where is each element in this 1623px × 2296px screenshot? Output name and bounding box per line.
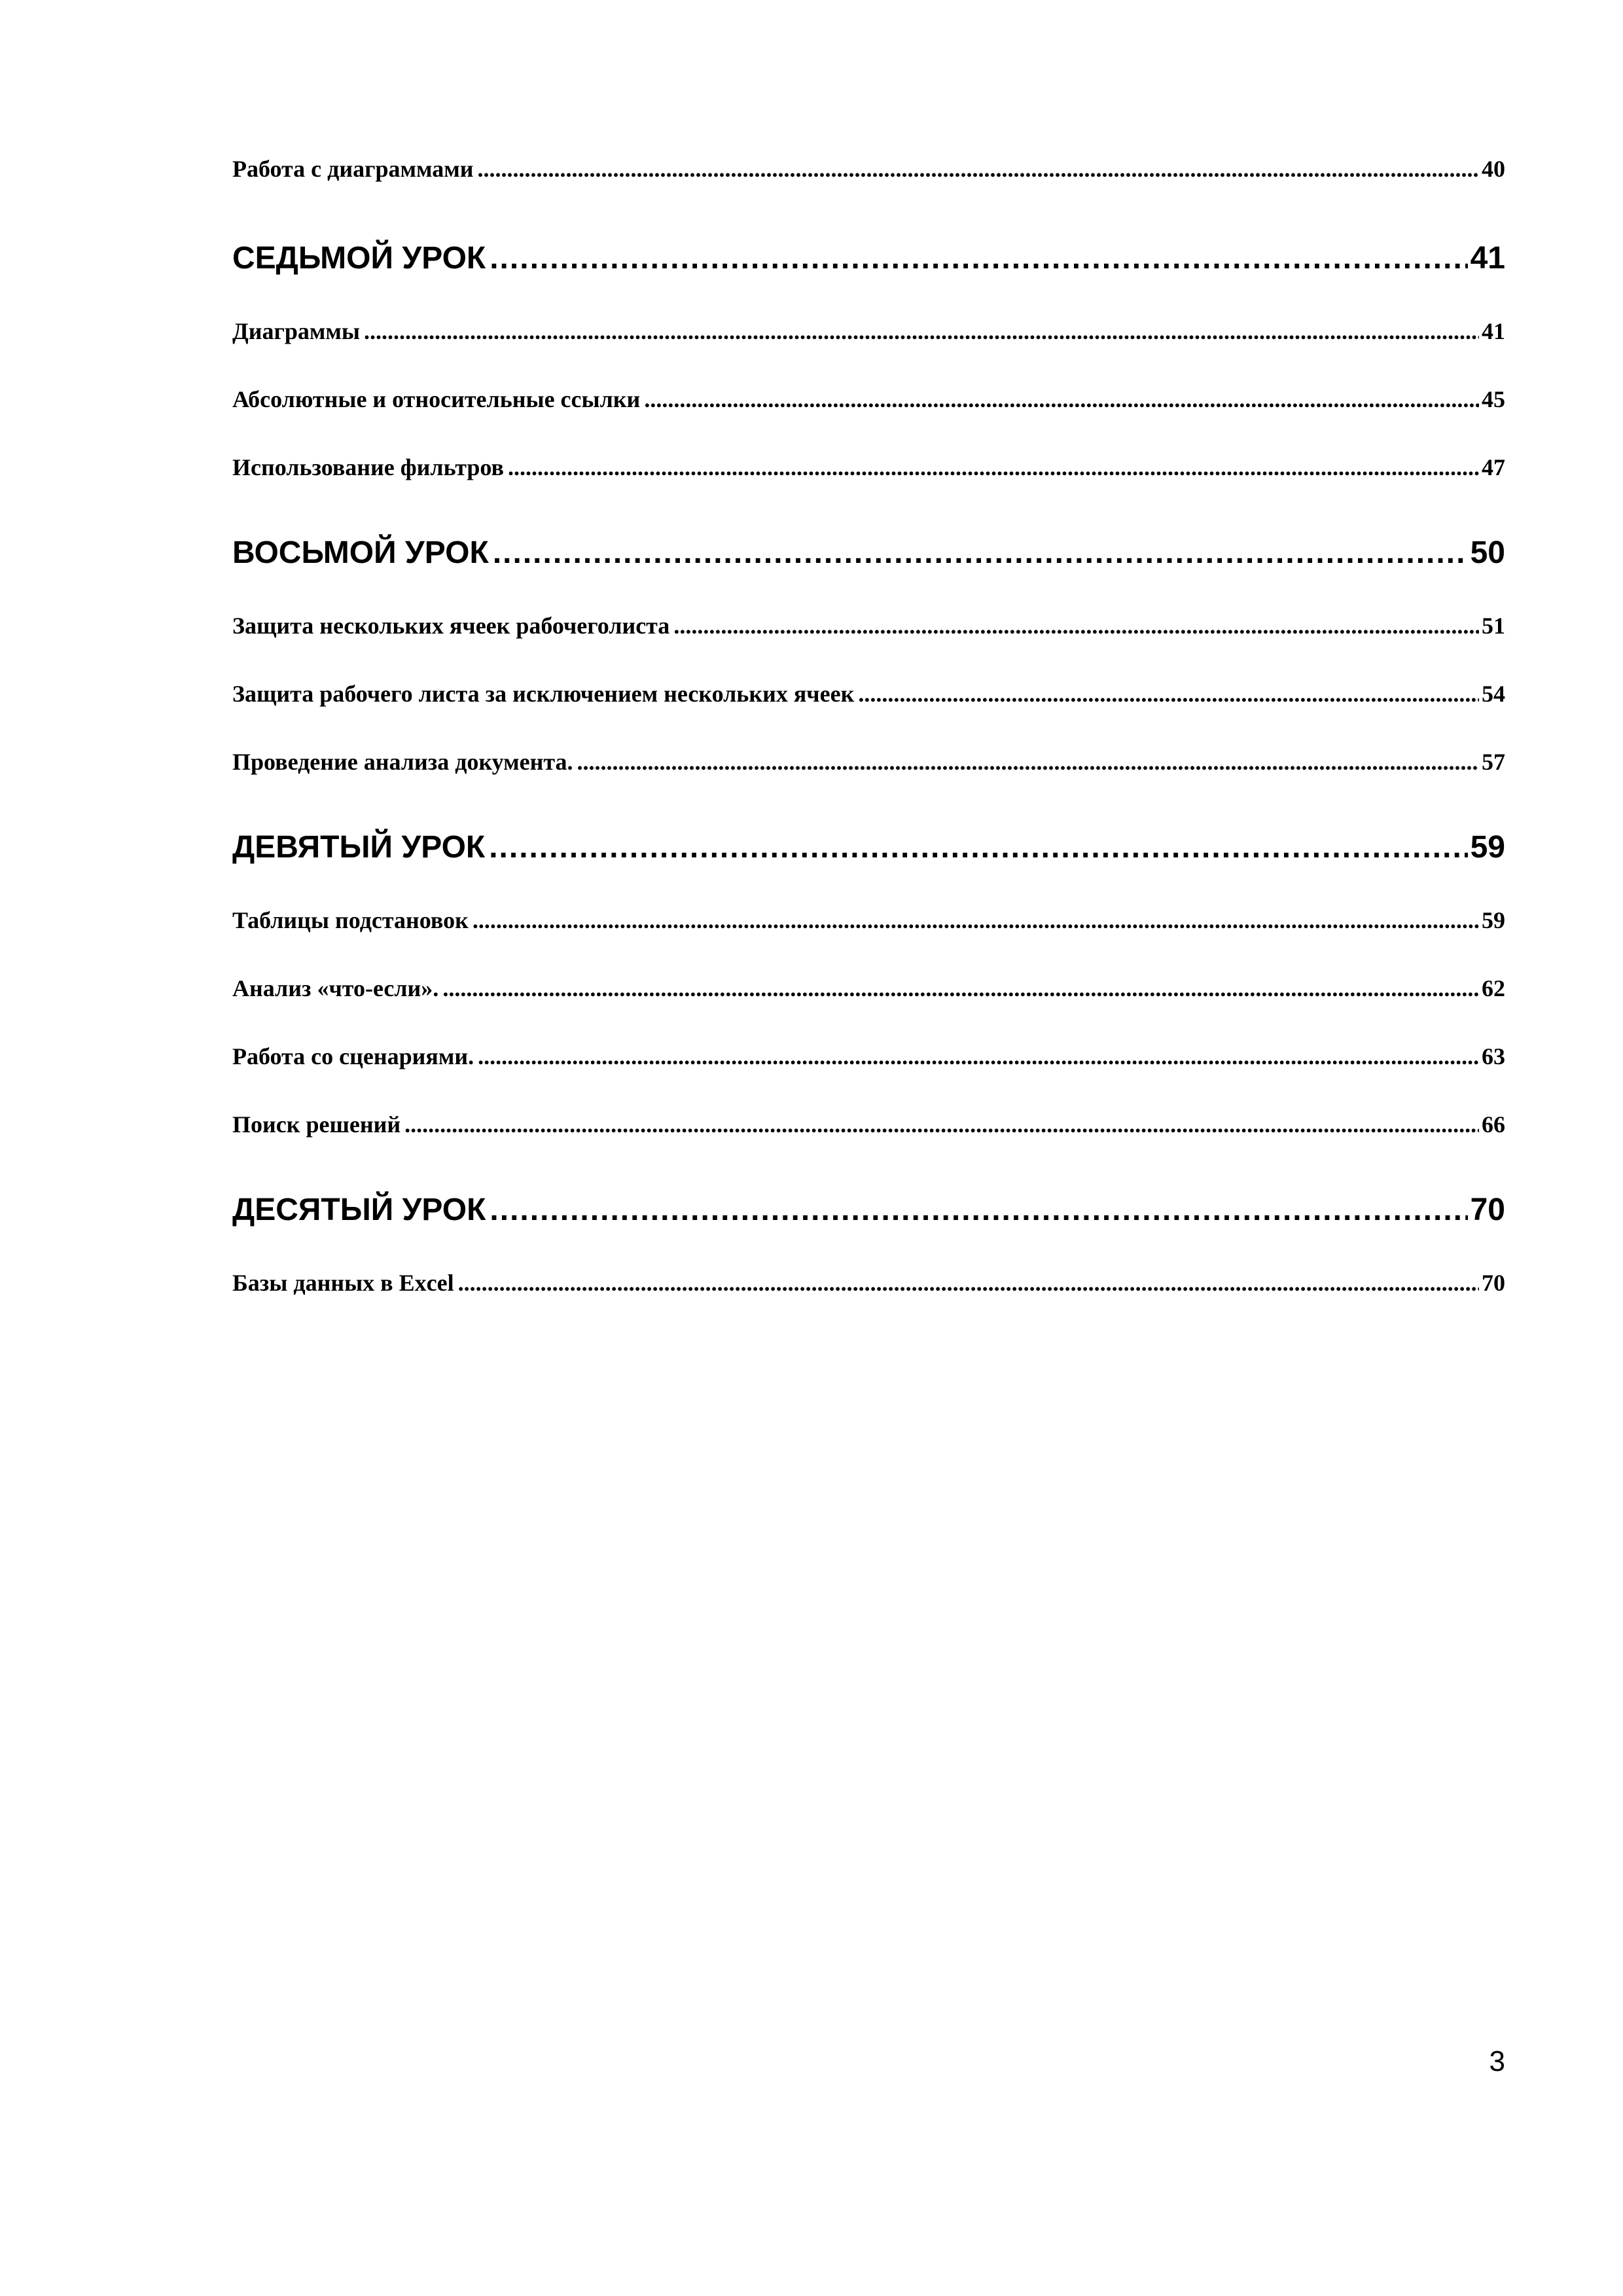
dot-leader bbox=[673, 609, 1479, 642]
toc-lesson-page: 50 bbox=[1470, 535, 1505, 570]
toc-lesson-title: ВОСЬМОЙ УРОК bbox=[232, 535, 489, 570]
toc-entry-title: Защита рабочего листа за исключением нескольких ячеек bbox=[232, 681, 855, 707]
toc-entry-scenarios[interactable] bbox=[232, 1040, 1505, 1073]
toc-entry-page: 41 bbox=[1482, 318, 1505, 344]
toc-entry-charts[interactable] bbox=[232, 315, 1505, 348]
dot-leader bbox=[493, 531, 1468, 575]
toc-lesson-title: СЕДЬМОЙ УРОК bbox=[232, 241, 486, 276]
dot-leader bbox=[473, 904, 1479, 937]
dot-leader bbox=[508, 451, 1479, 484]
toc-entry-page: 45 bbox=[1482, 386, 1505, 412]
dot-leader bbox=[478, 152, 1479, 185]
toc-lesson-title: ДЕСЯТЫЙ УРОК bbox=[232, 1193, 486, 1227]
dot-leader bbox=[577, 745, 1479, 778]
dot-leader bbox=[490, 1189, 1467, 1232]
toc-lesson-seventh[interactable] bbox=[232, 237, 1505, 280]
toc-entry-title: Поиск решений bbox=[232, 1111, 401, 1138]
dot-leader bbox=[489, 826, 1467, 869]
dot-leader bbox=[644, 383, 1479, 416]
toc-entry-page: 40 bbox=[1482, 156, 1505, 182]
dot-leader bbox=[442, 972, 1479, 1005]
toc-lesson-page: 59 bbox=[1470, 830, 1505, 865]
toc-entry-what-if[interactable] bbox=[232, 972, 1505, 1005]
toc-entry-protect-sheet[interactable] bbox=[232, 677, 1505, 710]
toc-entry-page: 70 bbox=[1482, 1270, 1505, 1296]
toc-entry-title: Использование фильтров bbox=[232, 454, 504, 480]
dot-leader bbox=[458, 1266, 1479, 1299]
dot-leader bbox=[404, 1108, 1479, 1141]
toc-entry-solver[interactable] bbox=[232, 1108, 1505, 1141]
toc-entry-title: Работа со сценариями. bbox=[232, 1043, 474, 1069]
toc-entry-page: 54 bbox=[1482, 681, 1505, 707]
toc-entry-references[interactable] bbox=[232, 383, 1505, 416]
toc-entry-page: 66 bbox=[1482, 1111, 1505, 1138]
toc-entry-title: Базы данных в Excel bbox=[232, 1270, 454, 1296]
toc-entry-title: Проведение анализа документа. bbox=[232, 749, 573, 775]
dot-leader bbox=[858, 677, 1479, 710]
toc-entry-lookup-tables[interactable] bbox=[232, 904, 1505, 937]
toc-lesson-page: 41 bbox=[1470, 241, 1505, 276]
toc-entry-page: 47 bbox=[1482, 454, 1505, 480]
page-number: 3 bbox=[1489, 2045, 1505, 2077]
toc-entry-title: Диаграммы bbox=[232, 318, 361, 344]
toc-lesson-ninth[interactable] bbox=[232, 826, 1505, 869]
toc-lesson-title: ДЕВЯТЫЙ УРОК bbox=[232, 830, 486, 865]
toc-lesson-eighth[interactable] bbox=[232, 531, 1505, 575]
toc-entry-page: 59 bbox=[1482, 907, 1505, 933]
toc-entry-page: 62 bbox=[1482, 975, 1505, 1001]
toc-entry-title: Защита нескольких ячеек рабочеголиста bbox=[232, 613, 670, 639]
dot-leader bbox=[478, 1040, 1479, 1073]
toc-entry-charts-work[interactable] bbox=[232, 152, 1505, 185]
toc-entry-page: 63 bbox=[1482, 1043, 1505, 1069]
dot-leader bbox=[364, 315, 1479, 348]
toc-entry-title: Анализ «что-если». bbox=[232, 975, 439, 1001]
table-of-contents bbox=[232, 0, 1505, 1374]
toc-entry-protect-cells[interactable] bbox=[232, 609, 1505, 642]
toc-entry-document-analysis[interactable] bbox=[232, 745, 1505, 778]
toc-entry-databases[interactable] bbox=[232, 1266, 1505, 1299]
toc-entry-filters[interactable] bbox=[232, 451, 1505, 484]
toc-entry-page: 57 bbox=[1482, 749, 1505, 775]
toc-lesson-tenth[interactable] bbox=[232, 1189, 1505, 1232]
toc-entry-page: 51 bbox=[1482, 613, 1505, 639]
dot-leader bbox=[490, 237, 1467, 280]
toc-entry-title: Таблицы подстановок bbox=[232, 907, 469, 933]
toc-lesson-page: 70 bbox=[1470, 1193, 1505, 1227]
toc-entry-title: Абсолютные и относительные ссылки bbox=[232, 386, 641, 412]
toc-entry-title: Работа с диаграммами bbox=[232, 156, 474, 182]
